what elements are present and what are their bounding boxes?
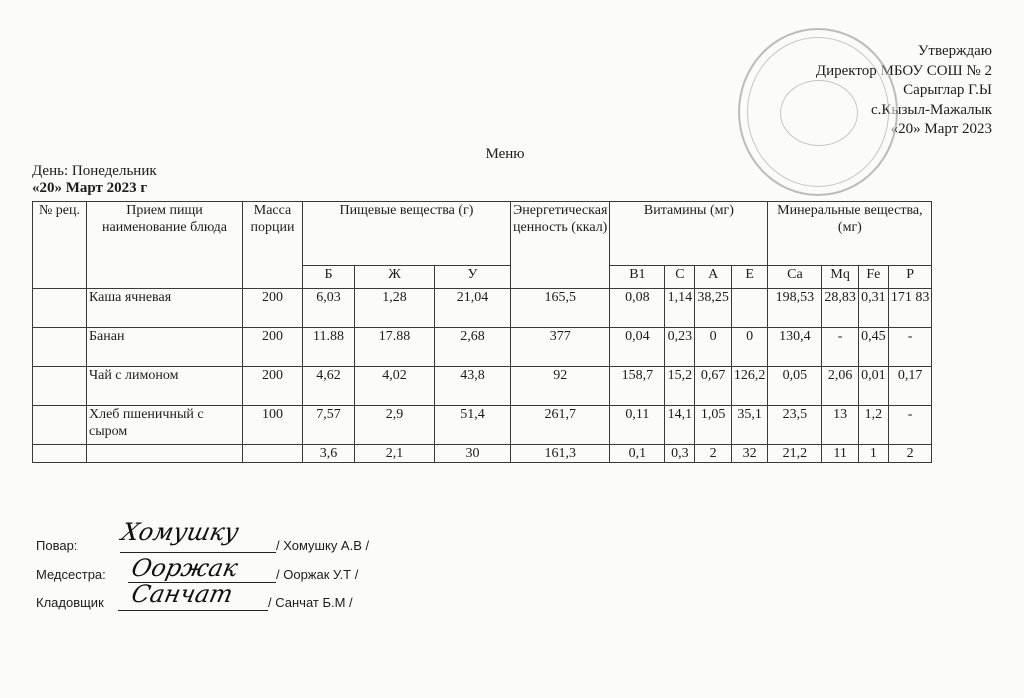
cell-ca: 21,2 [768, 445, 822, 463]
subheader-cell: Fe [858, 266, 888, 289]
cell-e: 35,1 [731, 406, 768, 445]
stamp-inner-ring [780, 80, 858, 146]
header-mass: Масса порции [243, 202, 303, 289]
cell-mass: 200 [243, 367, 303, 406]
cell-name: Банан [87, 328, 243, 367]
cell-no [33, 406, 87, 445]
cell-p: - [888, 406, 932, 445]
cell-a: 0,67 [695, 367, 732, 406]
cell-b1: 158,7 [610, 367, 665, 406]
cell-no [33, 328, 87, 367]
cell-no [33, 445, 87, 463]
cell-no [33, 289, 87, 328]
cell-kcal: 161,3 [511, 445, 610, 463]
cell-zh: 2,9 [355, 406, 435, 445]
cell-mass: 100 [243, 406, 303, 445]
cell-mass [243, 445, 303, 463]
cell-name: Чай с лимоном [87, 367, 243, 406]
handwritten-signature: Хомушку [119, 518, 242, 546]
header-recipe-no: № рец. [33, 202, 87, 289]
signatory-name: / Ооржак У.Т / [276, 567, 359, 582]
subheader-cell: С [665, 266, 695, 289]
header-meal: Прием пищи наименование блюда [87, 202, 243, 289]
signatory-name: / Хомушку А.В / [276, 538, 370, 553]
cell-b: 6,03 [303, 289, 355, 328]
cell-u: 2,68 [435, 328, 511, 367]
cell-c: 0,23 [665, 328, 695, 367]
approval-line: с.Кызыл-Мажалык [871, 101, 992, 118]
cell-a: 2 [695, 445, 732, 463]
approval-line: «20» Март 2023 [890, 121, 992, 137]
cell-zh: 17.88 [355, 328, 435, 367]
cell-u: 43,8 [435, 367, 511, 406]
signature-row [36, 518, 456, 558]
cell-no [33, 367, 87, 406]
cell-fe: 0,45 [858, 328, 888, 367]
handwritten-signature: Санчат [129, 580, 236, 608]
cell-name [87, 445, 243, 463]
cell-b: 7,57 [303, 406, 355, 445]
signature-role: Кладовщик [36, 595, 104, 610]
cell-name: Хлеб пшеничный с сыром [87, 406, 243, 445]
cell-e: 0 [731, 328, 768, 367]
date-line: «20» Март 2023 г [32, 180, 148, 196]
cell-mg: 11 [822, 445, 859, 463]
cell-p: 171 83 [888, 289, 932, 328]
cell-a: 0 [695, 328, 732, 367]
cell-p: - [888, 328, 932, 367]
cell-c: 15,2 [665, 367, 695, 406]
subheader-cell: Ж [355, 266, 435, 289]
cell-c: 1,14 [665, 289, 695, 328]
cell-mass: 200 [243, 289, 303, 328]
header-minerals: Минеральные вещества, (мг) [768, 202, 932, 266]
signatory-name: / Санчат Б.М / [268, 595, 353, 610]
cell-kcal: 165,5 [511, 289, 610, 328]
signature-role: Медсестра: [36, 567, 106, 582]
cell-e: 32 [731, 445, 768, 463]
cell-fe: 0,31 [858, 289, 888, 328]
table-row [33, 289, 932, 328]
cell-zh: 2,1 [355, 445, 435, 463]
cell-u: 51,4 [435, 406, 511, 445]
table-row [33, 328, 932, 367]
cell-zh: 1,28 [355, 289, 435, 328]
handwritten-signature: Ооржак [129, 554, 241, 582]
cell-e [731, 289, 768, 328]
page-title: Меню [485, 146, 525, 162]
cell-kcal: 377 [511, 328, 610, 367]
day-line: День: Понедельник [32, 163, 157, 179]
cell-fe: 1,2 [858, 406, 888, 445]
subheader-cell: Р [888, 266, 932, 289]
header-vitamins: Витамины (мг) [610, 202, 768, 266]
cell-kcal: 92 [511, 367, 610, 406]
subheader-cell: Са [768, 266, 822, 289]
cell-mass: 200 [243, 328, 303, 367]
cell-e: 126,2 [731, 367, 768, 406]
cell-c: 14,1 [665, 406, 695, 445]
cell-a: 1,05 [695, 406, 732, 445]
cell-mg: 2,06 [822, 367, 859, 406]
cell-p: 0,17 [888, 367, 932, 406]
header-nutrients: Пищевые вещества (г) [303, 202, 511, 266]
subheader-cell: Мq [822, 266, 859, 289]
subheader-cell: А [695, 266, 732, 289]
cell-a: 38,25 [695, 289, 732, 328]
signature-role: Повар: [36, 538, 78, 553]
cell-c: 0,3 [665, 445, 695, 463]
table-row [33, 367, 932, 406]
cell-zh: 4,02 [355, 367, 435, 406]
approval-line: Утверждаю [917, 43, 992, 59]
signature-row [36, 580, 456, 616]
subheader-cell: У [435, 266, 511, 289]
cell-u: 21,04 [435, 289, 511, 328]
cell-u: 30 [435, 445, 511, 463]
signature-row [36, 554, 456, 588]
subheader-cell: Б [303, 266, 355, 289]
approval-line: Сарыглар Г.Ы [903, 82, 992, 98]
cell-b: 3,6 [303, 445, 355, 463]
cell-b: 4,62 [303, 367, 355, 406]
subheader-cell: Е [731, 266, 768, 289]
cell-fe: 0,01 [858, 367, 888, 406]
cell-ca: 130,4 [768, 328, 822, 367]
cell-mg: 28,83 [822, 289, 859, 328]
subheader-cell: В1 [610, 266, 665, 289]
cell-fe: 1 [858, 445, 888, 463]
stamp-seal-icon [738, 28, 898, 196]
cell-name: Каша ячневая [87, 289, 243, 328]
cell-ca: 0,05 [768, 367, 822, 406]
cell-p: 2 [888, 445, 932, 463]
cell-b1: 0,11 [610, 406, 665, 445]
cell-kcal: 261,7 [511, 406, 610, 445]
table-row [33, 445, 932, 463]
approval-line: Директор МБОУ СОШ № 2 [815, 62, 992, 79]
cell-b1: 0,04 [610, 328, 665, 367]
menu-table [32, 201, 932, 463]
cell-mg: - [822, 328, 859, 367]
cell-b1: 0,1 [610, 445, 665, 463]
header-energy: Энергетическая ценность (ккал) [511, 202, 610, 289]
cell-mg: 13 [822, 406, 859, 445]
cell-b1: 0,08 [610, 289, 665, 328]
table-row [33, 406, 932, 445]
signature-block [36, 518, 456, 620]
cell-b: 11.88 [303, 328, 355, 367]
cell-ca: 198,53 [768, 289, 822, 328]
cell-ca: 23,5 [768, 406, 822, 445]
